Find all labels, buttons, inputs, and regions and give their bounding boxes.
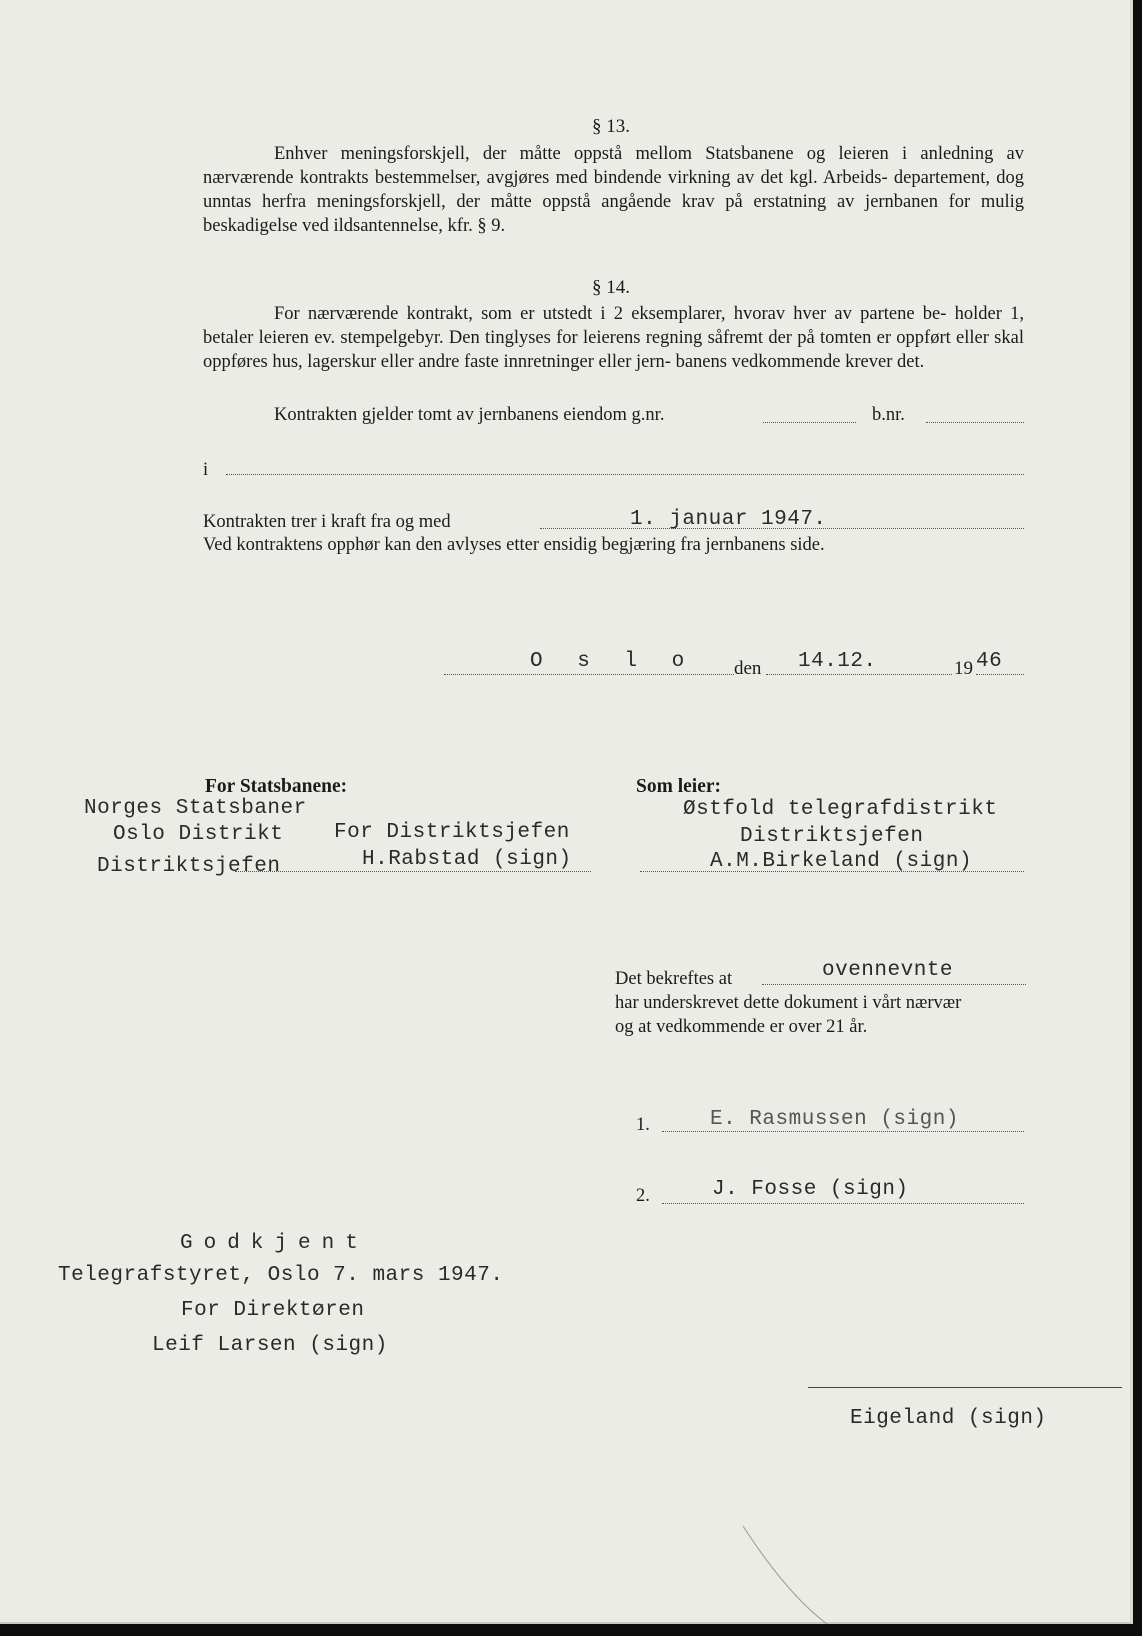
property-label: Kontrakten gjelder tomt av jernbanens eiendom g.nr. — [274, 405, 665, 425]
statsbanene-line-1: Norges Statsbaner — [84, 797, 307, 820]
leier-line-1: Østfold telegrafdistrikt — [683, 798, 998, 821]
approval-line-4: Leif Larsen (sign) — [152, 1334, 388, 1357]
section-13-heading: § 13. — [592, 116, 630, 137]
approval-line-2: Telegrafstyret, Oslo 7. mars 1947. — [58, 1264, 504, 1287]
witness-line-2: har underskrevet dette dokument i vårt nærvær — [615, 993, 962, 1013]
witness-2-signature: J. Fosse (sign) — [712, 1178, 909, 1201]
approval-signature-line — [808, 1387, 1122, 1388]
witness-1-signature: E. Rasmussen (sign) — [710, 1108, 959, 1131]
witness-label: Det bekreftes at — [615, 969, 733, 989]
gnr-field — [763, 422, 856, 423]
bnr-label: b.nr. — [872, 405, 905, 425]
i-label: i — [203, 460, 209, 480]
witness-line-3: og at vedkommende er over 21 år. — [615, 1017, 868, 1037]
statsbanene-line-3: Distriktsjefen — [97, 855, 281, 878]
effective-label: Kontrakten trer i kraft fra og med — [203, 512, 451, 532]
section-13-text: Enhver meningsforskjell, der måtte oppstå mellom Statsbanene og leieren i anledning av nærværende kontrakts bestemmelser, avgjøres med bindende virkning av det kgl. Arbeids- departement, dog unntas herfra meningsforskjell, der måtte oppstå angående krav på erstatning av jernbanen for mulig beskadigelse ved ildsantennelse, kfr. § 9. — [203, 144, 1024, 236]
den-label: den — [734, 658, 762, 679]
witness-1-number: 1. — [636, 1115, 650, 1135]
witness-line — [762, 984, 1026, 985]
date-line — [766, 674, 952, 675]
termination-text: Ved kontraktens opphør kan den avlyses etter ensidig begjæring fra jernbanens side. — [203, 535, 825, 555]
pencil-mark — [735, 1520, 835, 1630]
place: O s l o — [530, 650, 696, 673]
witness-1-line — [662, 1131, 1024, 1132]
approval-signature: Eigeland (sign) — [850, 1407, 1047, 1430]
leier-signature: A.M.Birkeland (sign) — [710, 850, 973, 873]
year-suffix: 46 — [976, 650, 1003, 673]
effective-date: 1. januar 1947. — [630, 508, 827, 531]
section-14-text: For nærværende kontrakt, som er utstedt i 2 eksemplarer, hvorav hver av partene be- holder 1, betaler leieren ev. stempelgebyr. Den tinglyses for leierens regning såfremt der på tomten er oppført eller skal oppføres hus, lagerskur eller andre faste innretninger eller jern- banens vedkommende krever det. — [203, 304, 1024, 372]
statsbanene-signature: H.Rabstad (sign) — [362, 848, 572, 871]
statsbanene-signature-line — [235, 871, 591, 872]
bnr-field — [926, 422, 1024, 423]
location-field — [226, 474, 1024, 475]
section-14-heading: § 14. — [592, 277, 630, 298]
section-13-paragraph — [203, 142, 1024, 238]
statsbanene-for-distriktsjefen: For Distriktsjefen — [334, 821, 570, 844]
year-prefix: 19 — [954, 658, 973, 679]
year-line — [976, 674, 1024, 675]
witness-2-line — [662, 1203, 1024, 1204]
section-14-paragraph — [203, 302, 1024, 374]
date: 14.12. — [798, 650, 877, 673]
witness-2-number: 2. — [636, 1186, 650, 1206]
leier-line-2: Distriktsjefen — [740, 825, 924, 848]
statsbanene-heading: For Statsbanene: — [205, 776, 348, 797]
approval-line-3: For Direktøren — [181, 1299, 365, 1322]
witness-value: ovennevnte — [822, 959, 954, 982]
place-line — [444, 674, 734, 675]
approval-line-1: Godkjent — [180, 1232, 369, 1255]
statsbanene-line-2: Oslo Distrikt — [113, 823, 284, 846]
leier-heading: Som leier: — [636, 776, 722, 797]
